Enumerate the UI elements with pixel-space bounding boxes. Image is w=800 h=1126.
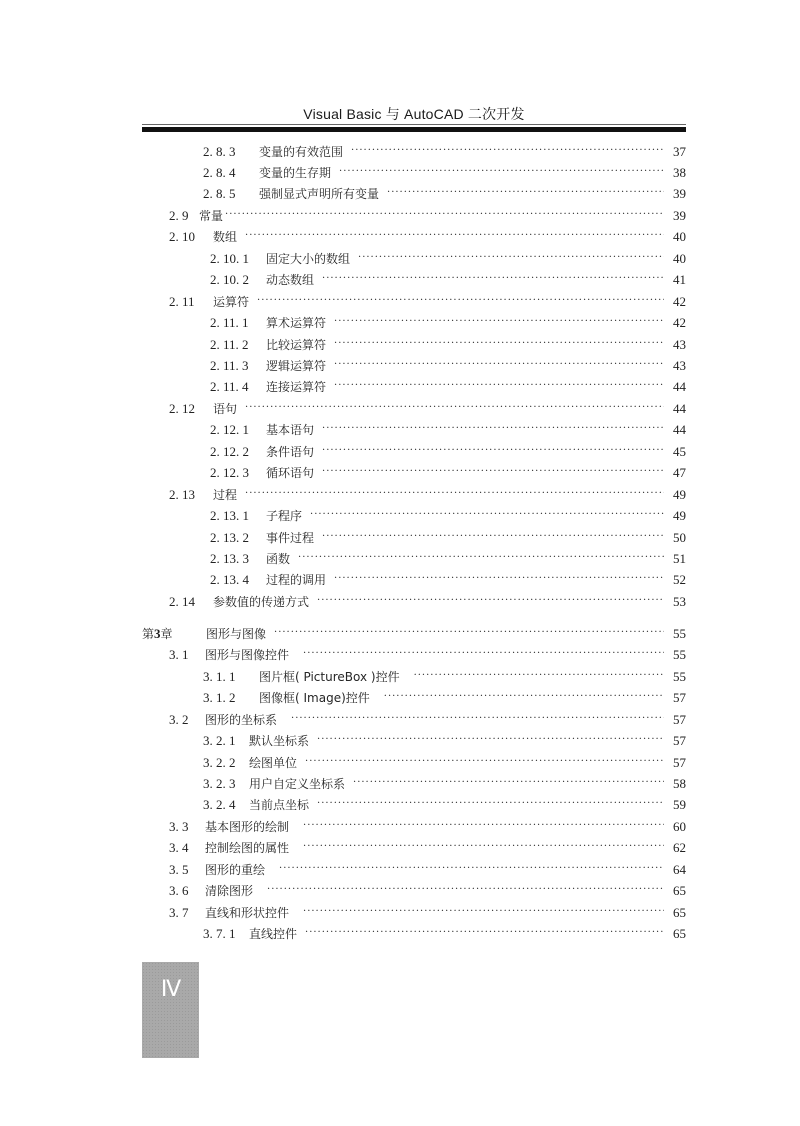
toc-entry-number: 3. 4	[169, 840, 189, 855]
toc-entry-number: 2. 10. 2	[210, 272, 249, 287]
dot-leader	[322, 527, 664, 547]
toc-entry[interactable]	[210, 420, 686, 440]
toc-entry-page: 58	[673, 776, 686, 791]
toc-entry-page: 47	[673, 465, 686, 480]
dot-leader	[353, 773, 664, 793]
toc-entry-title: 图形与图像控件	[205, 648, 290, 662]
toc-entry[interactable]	[169, 645, 686, 665]
toc-entry-title: 函数	[266, 552, 291, 566]
toc-entry-page: 60	[673, 819, 686, 834]
toc-entry-number: 2. 11	[169, 294, 195, 309]
toc-entry-page: 40	[673, 251, 686, 266]
dot-leader	[267, 880, 664, 900]
toc-entry-number: 2. 13	[169, 487, 195, 502]
toc-entry-title: 清除图形	[205, 884, 254, 898]
toc-entry[interactable]	[203, 731, 686, 751]
toc-entry[interactable]	[210, 270, 686, 290]
toc-entry-title: 参数值的传递方式	[213, 595, 310, 609]
toc-entry-page: 50	[673, 530, 686, 545]
toc-entry-page: 42	[673, 294, 686, 309]
toc-entry-number: 2. 12. 2	[210, 444, 249, 459]
toc-entry-page: 55	[673, 647, 686, 662]
toc-entry-title: 绘图单位	[249, 756, 298, 770]
toc-entry-page: 53	[673, 594, 686, 609]
toc-entry[interactable]	[210, 377, 686, 397]
toc-entry-page: 55	[673, 669, 686, 684]
header-thin-rule	[142, 124, 686, 125]
toc-entry-page: 44	[673, 422, 686, 437]
toc-entry-page: 57	[673, 755, 686, 770]
toc-entry-number: 2. 12. 1	[210, 422, 249, 437]
toc-entry-page: 51	[673, 551, 686, 566]
toc-entry-title: 逻辑运算符	[266, 359, 327, 373]
toc-entry-number: 3. 2. 3	[203, 776, 236, 791]
toc-entry-title: 事件过程	[266, 531, 315, 545]
toc-entry[interactable]	[203, 753, 686, 773]
toc-entry[interactable]	[210, 442, 686, 462]
toc-entry[interactable]	[210, 356, 686, 376]
toc-entry[interactable]	[203, 774, 686, 794]
dot-leader	[298, 548, 664, 568]
toc-entry-title: 固定大小的数组	[266, 252, 351, 266]
toc-entry-number: 3. 1	[169, 647, 189, 662]
toc-entry-title: 基本语句	[266, 423, 315, 437]
toc-entry-number: 2. 13. 2	[210, 530, 249, 545]
toc-entry-title: 条件语句	[266, 445, 315, 459]
dot-leader	[317, 794, 664, 814]
toc-entry-page: 65	[673, 926, 686, 941]
toc-entry-page: 49	[673, 508, 686, 523]
toc-entry-page: 57	[673, 690, 686, 705]
dot-leader	[334, 312, 664, 332]
toc-entry-title: 变量的生存期	[259, 166, 332, 180]
toc-entry-title: 数组	[213, 230, 238, 244]
dot-leader	[257, 291, 664, 311]
page-number-tab	[142, 962, 199, 1058]
toc-entry-page: 52	[673, 572, 686, 587]
toc-entry-title: 默认坐标系	[249, 734, 310, 748]
toc-entry-page: 37	[673, 144, 686, 159]
toc-entry[interactable]	[210, 335, 686, 355]
toc-entry-title: 过程	[213, 488, 238, 502]
toc-chapter-entry[interactable]	[142, 624, 686, 644]
toc-entry-page: 57	[673, 712, 686, 727]
toc-entry-page: 39	[673, 186, 686, 201]
toc-entry-title: 图形的重绘	[205, 863, 266, 877]
toc-entry[interactable]	[210, 549, 686, 569]
toc-entry-page: 65	[673, 905, 686, 920]
toc-entry-title: 循环语句	[266, 466, 315, 480]
toc-entry-page: 65	[673, 883, 686, 898]
toc-entry-number: 3. 5	[169, 862, 189, 877]
dot-leader	[245, 226, 664, 246]
toc-entry-title: 语句	[213, 402, 238, 416]
chapter-title: 图形与图像	[206, 627, 267, 641]
toc-entry-number: 3. 1. 1	[203, 669, 236, 684]
dot-leader	[384, 687, 664, 707]
toc-entry-number: 2. 10. 1	[210, 251, 249, 266]
toc-entry-page: 62	[673, 840, 686, 855]
dot-leader	[245, 398, 664, 418]
toc-entry-title: 强制显式声明所有变量	[259, 187, 380, 201]
toc-entry[interactable]	[169, 817, 686, 837]
toc-entry[interactable]	[203, 795, 686, 815]
toc-entry[interactable]	[169, 903, 686, 923]
toc-entry-title: 图形的坐标系	[205, 713, 278, 727]
toc-entry-title: 直线控件	[249, 927, 298, 941]
toc-entry-page: 42	[673, 315, 686, 330]
toc-entry-title: 连接运算符	[266, 380, 327, 394]
dot-leader	[279, 859, 664, 879]
toc-entry-title: 动态数组	[266, 273, 315, 287]
dot-leader	[317, 591, 664, 611]
toc-entry-title: 图片框( PictureBox )控件	[259, 670, 400, 684]
toc-entry-title: 图像框( Image)控件	[259, 691, 370, 705]
toc-entry-title: 用户自定义坐标系	[249, 777, 346, 791]
toc-entry-title: 直线和形状控件	[205, 906, 290, 920]
toc-entry[interactable]	[210, 528, 686, 548]
toc-entry-number: 2. 11. 2	[210, 337, 249, 352]
dot-leader	[303, 902, 664, 922]
toc-entry-number: 3. 2. 2	[203, 755, 236, 770]
toc-entry-title: 变量的有效范围	[259, 145, 344, 159]
toc-entry-number: 2. 11. 3	[210, 358, 249, 373]
toc-entry-number: 3. 2	[169, 712, 189, 727]
toc-entry-page: 39	[673, 208, 686, 223]
dot-leader	[322, 441, 664, 461]
toc-entry-title: 常量	[199, 209, 224, 223]
dot-leader	[334, 334, 664, 354]
toc-entry[interactable]	[203, 163, 686, 183]
toc-entry-number: 2. 13. 4	[210, 572, 249, 587]
dot-leader	[291, 709, 664, 729]
toc-entry[interactable]	[210, 463, 686, 483]
chapter-number: 第3章	[142, 626, 173, 641]
toc-entry-page: 43	[673, 358, 686, 373]
dot-leader	[414, 666, 664, 686]
dot-leader	[245, 484, 664, 504]
toc-entry-title: 控制绘图的属性	[205, 841, 290, 855]
dot-leader	[305, 752, 664, 772]
toc-entry-number: 3. 7. 1	[203, 926, 236, 941]
dot-leader	[387, 183, 664, 203]
dot-leader	[334, 376, 664, 396]
toc-entry[interactable]	[210, 506, 686, 526]
toc-entry-number: 3. 2. 4	[203, 797, 236, 812]
toc-entry-page: 40	[673, 229, 686, 244]
toc-entry[interactable]	[169, 838, 686, 858]
toc-entry-number: 2. 11. 1	[210, 315, 249, 330]
toc-entry-number: 3. 3	[169, 819, 189, 834]
dot-leader	[358, 248, 664, 268]
toc-entry-page: 45	[673, 444, 686, 459]
toc-entry-number: 2. 10	[169, 229, 195, 244]
page-number-roman: Ⅳ	[160, 976, 181, 1001]
dot-leader	[305, 923, 664, 943]
toc-entry-title: 运算符	[213, 295, 250, 309]
toc-entry-page: 64	[673, 862, 686, 877]
dot-leader	[322, 419, 664, 439]
toc-entry-number: 3. 1. 2	[203, 690, 236, 705]
dot-leader	[303, 644, 664, 664]
toc-entry-title: 过程的调用	[266, 573, 327, 587]
toc-entry-page: 41	[673, 272, 686, 287]
dot-leader	[225, 205, 664, 225]
toc-entry[interactable]	[169, 881, 686, 901]
toc-entry-number: 3. 2. 1	[203, 733, 236, 748]
header-thick-rule	[142, 127, 686, 132]
toc-entry-title: 子程序	[266, 509, 303, 523]
toc-entry[interactable]	[203, 688, 686, 708]
toc-entry-page: 38	[673, 165, 686, 180]
toc-entry-number: 2. 13. 1	[210, 508, 249, 523]
toc-entry-number: 2. 8. 5	[203, 186, 236, 201]
toc-entry[interactable]	[169, 292, 686, 312]
toc-entry[interactable]	[210, 570, 686, 590]
toc-entry-page: 59	[673, 797, 686, 812]
toc-entry-number: 2. 13. 3	[210, 551, 249, 566]
toc-entry[interactable]	[169, 485, 686, 505]
toc-entry-title: 当前点坐标	[249, 798, 310, 812]
dot-leader	[322, 462, 664, 482]
toc-entry[interactable]	[203, 184, 686, 204]
toc-entry-page: 55	[673, 626, 686, 641]
toc-entry[interactable]	[169, 227, 686, 247]
toc-entry-page: 44	[673, 379, 686, 394]
toc-entry-title: 算术运算符	[266, 316, 327, 330]
toc-entry-title: 比较运算符	[266, 338, 327, 352]
toc-entry[interactable]	[203, 667, 686, 687]
dot-leader	[339, 162, 664, 182]
toc-entry[interactable]	[169, 860, 686, 880]
dot-leader	[303, 837, 664, 857]
toc-entry[interactable]	[169, 710, 686, 730]
toc-entry[interactable]	[169, 206, 686, 226]
toc-entry[interactable]	[203, 142, 686, 162]
toc-entry-number: 2. 8. 3	[203, 144, 236, 159]
toc-entry-number: 3. 6	[169, 883, 189, 898]
toc-entry[interactable]	[203, 924, 686, 944]
toc-entry-page: 43	[673, 337, 686, 352]
toc-entry-number: 3. 7	[169, 905, 189, 920]
dot-leader	[322, 269, 664, 289]
toc-entry-number: 2. 11. 4	[210, 379, 249, 394]
toc-entry[interactable]	[169, 592, 686, 612]
dot-leader	[351, 141, 664, 161]
dot-leader	[334, 569, 664, 589]
dot-leader	[274, 623, 664, 643]
toc-entry-number: 2. 12	[169, 401, 195, 416]
toc-entry-page: 44	[673, 401, 686, 416]
toc-entry-page: 57	[673, 733, 686, 748]
dot-leader	[334, 355, 664, 375]
toc-entry-page: 49	[673, 487, 686, 502]
running-header-title: Visual Basic 与 AutoCAD 二次开发	[303, 106, 525, 122]
toc-entry-number: 2. 14	[169, 594, 195, 609]
dot-leader	[303, 816, 664, 836]
toc-entry-number: 2. 8. 4	[203, 165, 236, 180]
toc-entry[interactable]	[210, 313, 686, 333]
toc-entry[interactable]	[210, 249, 686, 269]
toc-entry-title: 基本图形的绘制	[205, 820, 290, 834]
dot-leader	[310, 505, 664, 525]
toc-entry-number: 2. 12. 3	[210, 465, 249, 480]
toc-entry[interactable]	[169, 399, 686, 419]
dot-leader	[317, 730, 664, 750]
toc-entry-number: 2. 9	[169, 208, 189, 223]
